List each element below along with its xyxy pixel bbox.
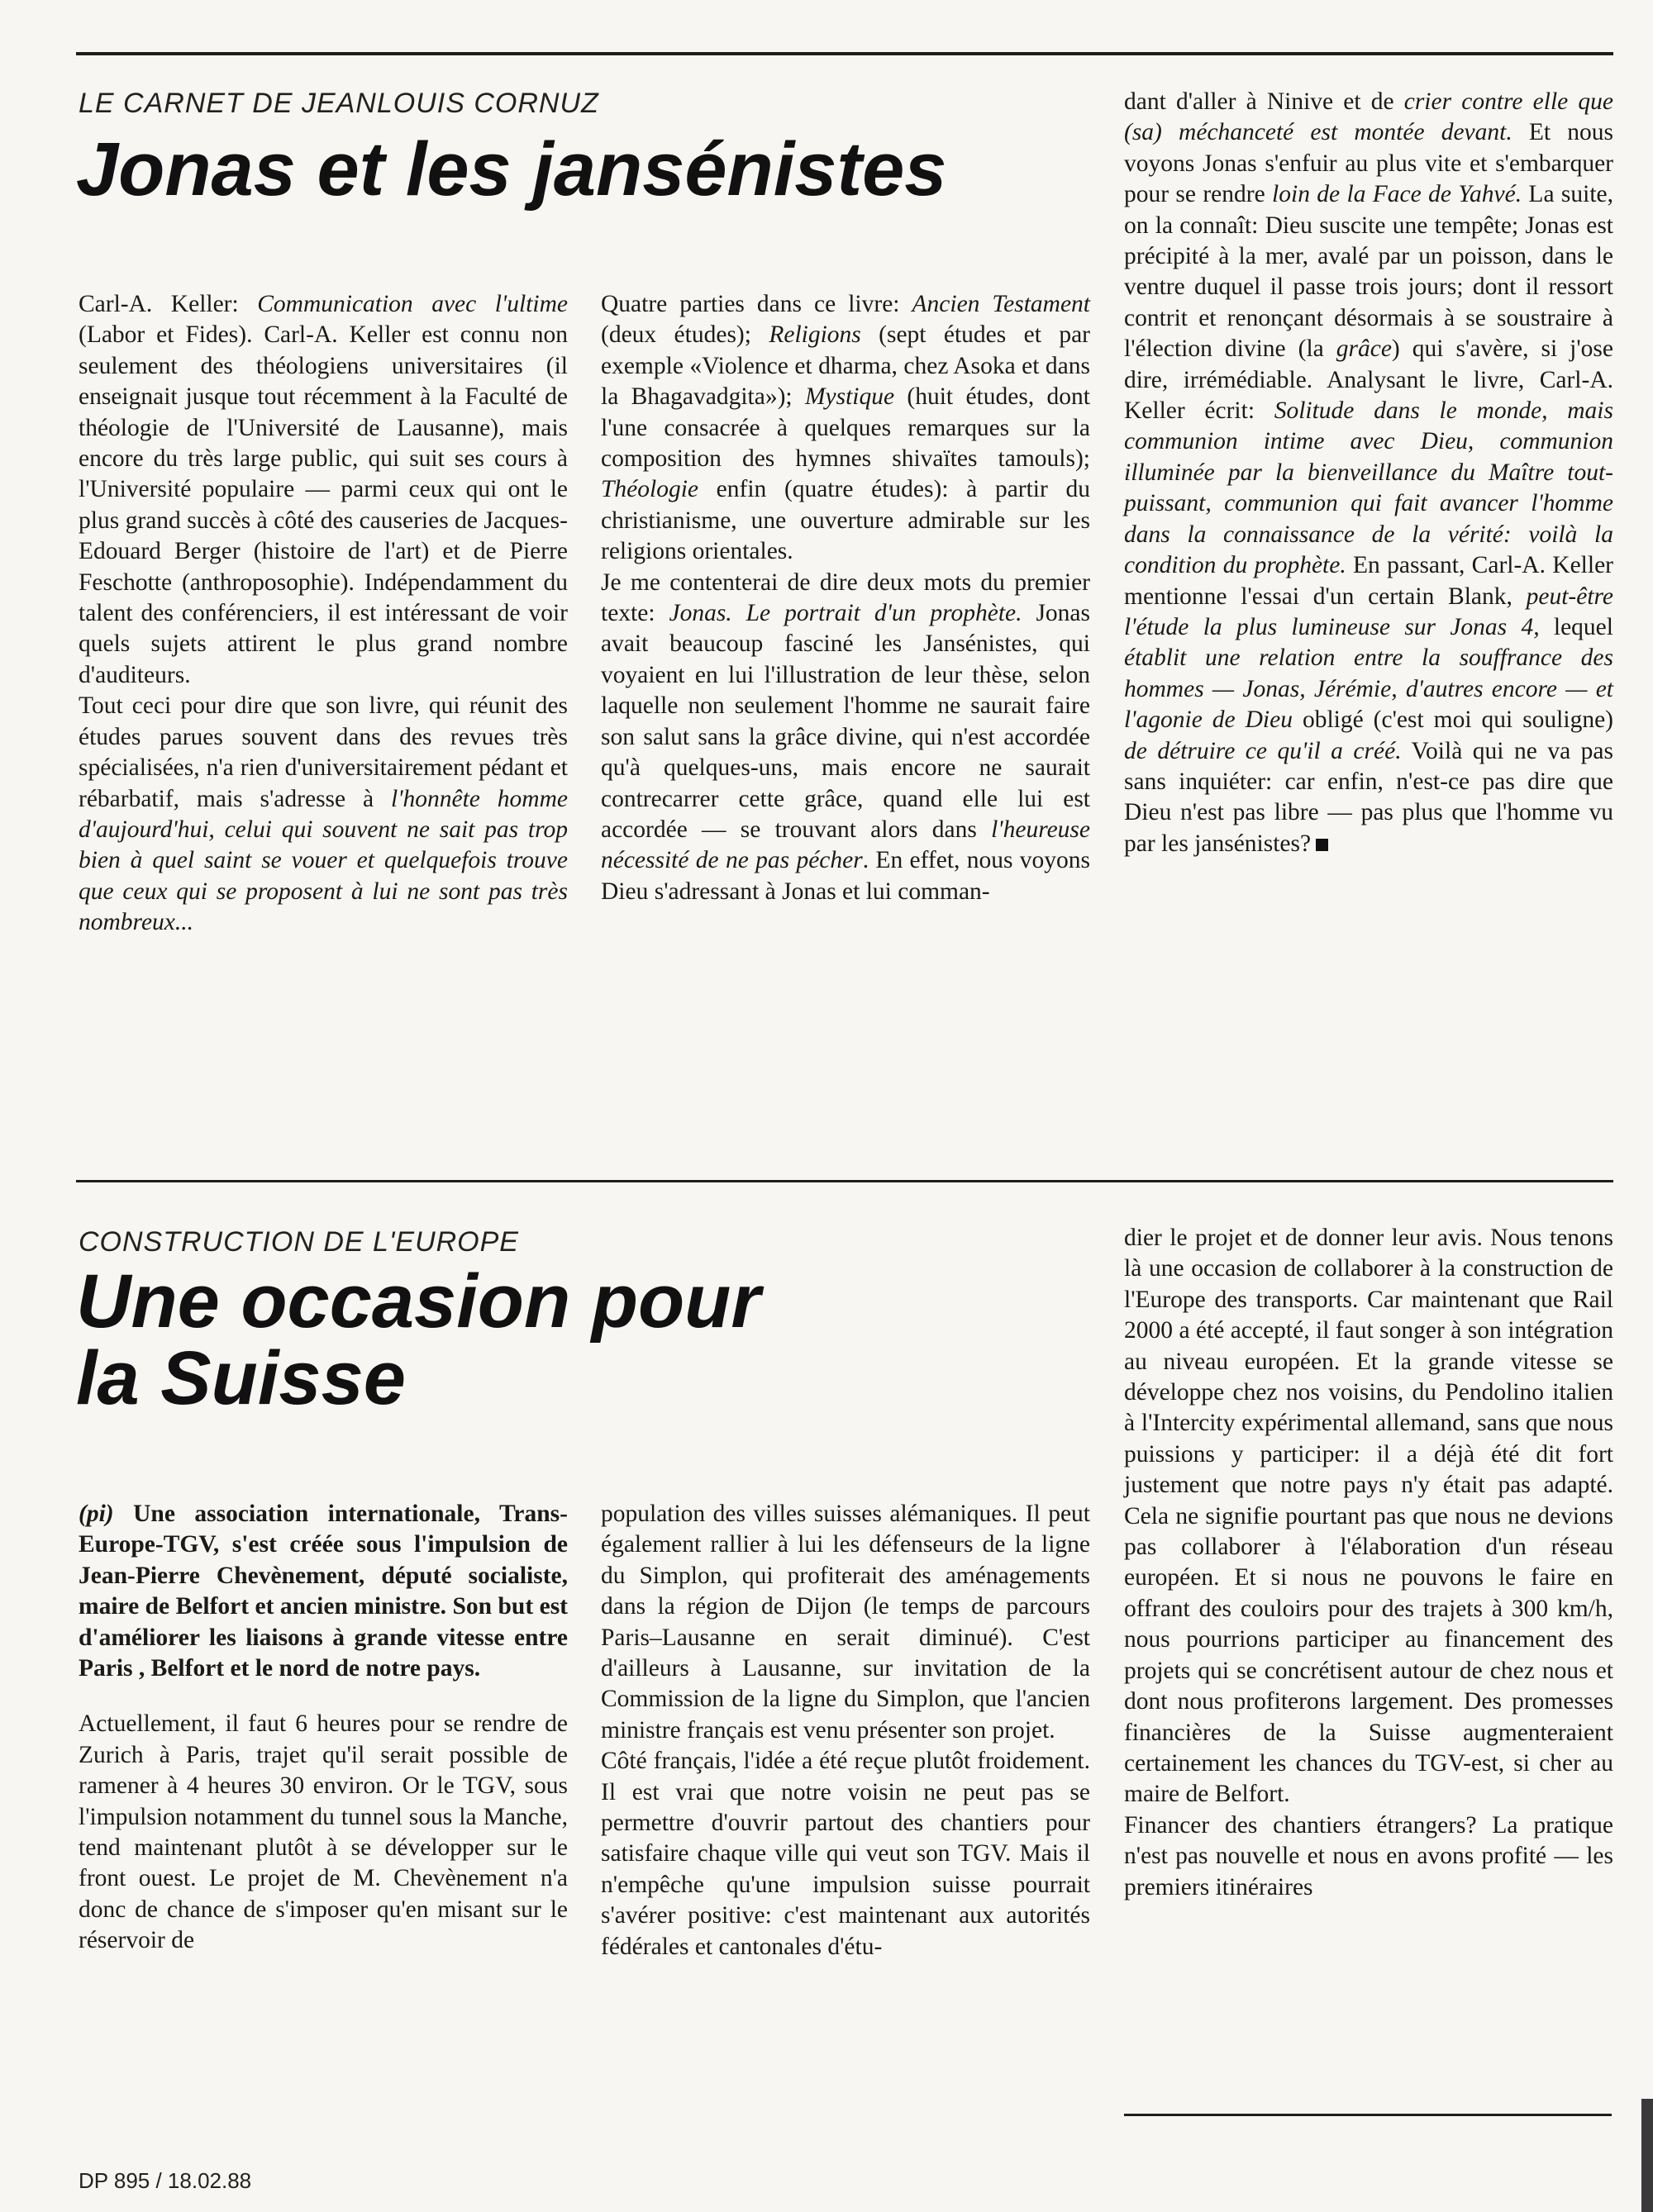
article2-column-3 <box>1124 1223 1613 1903</box>
paragraph: Je me contenterai de dire deux mots du premier texte: Jonas. Le portrait d'un prophète. Jonas avait beaucoup fasciné les Jansénistes, qui voyaient en lui l'illustration de leur thèse, selon laquelle non seulement l'homme ne saurait faire son salut sans la grâce divine, qui n'est accordée qu'à quelques-uns, mais encore ne saurait contrecarrer cette grâce, quand elle lui est accordée — se trouvant alors dans l'heureuse nécessité de ne pas pécher. En effet, nous voyons Dieu s'adressant à Jonas et lui comman- <box>601 568 1091 905</box>
article1-title: Jonas et les jansénistes <box>76 127 947 212</box>
article1-kicker: LE CARNET DE JEANLOUIS CORNUZ <box>79 88 599 119</box>
article2-kicker: CONSTRUCTION DE L'EUROPE <box>79 1226 519 1258</box>
paragraph: Carl-A. Keller: Communication avec l'ultime (Labor et Fides). Carl-A. Keller est connu non seulement des théologiens universitaires (il enseignait jusque tout récemment à la Faculté de théologie de l'Université de Lausanne), mais encore du très large public, qui suit ses cours à l'Université populaire — parmi ceux qui ont le plus grand succès à côté des causeries de Jacques-Edouard Berger (histoire de l'art) et de Pierre Feschotte (anthroposophie). Indépendamment du talent des conférenciers, il est intéressant de voir quels sujets attirent le plus grand nombre d'auditeurs. <box>79 291 568 688</box>
article1-column-2 <box>601 289 1090 907</box>
article1-column-3 <box>1124 87 1613 859</box>
lead-paragraph: (pi) Une association internationale, Trans-Europe-TGV, s'est créée sous l'impulsion de Jean-Pierre Chevènement, député socialiste, maire de Belfort et ancien ministre. Son but est d'améliorer les liaisons à grande vitesse entre Paris , Belfort et le nord de notre pays. <box>79 1501 568 1682</box>
article2-title-line-2: la Suisse <box>76 1336 406 1420</box>
article2-column-1 <box>79 1499 568 1957</box>
paragraph: Financer des chantiers étrangers? La pratique n'est pas nouvelle et nous en avons profité — les premiers itinéraires <box>1124 1811 1613 1900</box>
paragraph: dant d'aller à Ninive et de crier contre elle que (sa) méchanceté est montée devant. Et nous voyons Jonas s'enfuir au plus vite et s'embarquer pour se rendre loin de la Face de Yahvé. La suite, on la connaît: Dieu suscite une tempête; Jonas est précipité à la mer, avalé par un poisson, dans le ventre duquel il passe trois jours; dont il ressort contrit et renonçant désormais à se soustraire à l'élection divine (la grâce) qui s'avère, si j'ose dire, irrémédiable. Analysant le livre, Carl-A. Keller écrit: Solitude dans le monde, mais communion intime avec Dieu, communion illuminée par la bienveillance du Maître tout-puissant, communion qui fait avancer l'homme dans la connaissance de la vérité: voilà la condition du prophète. En passant, Carl-A. Keller mentionne l'essai d'un certain Blank, peut-être l'étude la plus lumineuse sur Jonas 4, lequel établit une relation entre la souffrance des hommes — Jonas, Jérémie, d'autres encore — et l'agonie de Dieu obligé (c'est moi qui souligne) de détruire ce qu'il a créé. Voilà qui ne va pas sans inquiéter: car enfin, n'est-ce pas dire que Dieu n'est pas libre — pas plus que l'homme vu par les jansénistes? <box>1124 88 1613 857</box>
paragraph: Tout ceci pour dire que son livre, qui réunit des études parues souvent dans des revues très spécialisées, n'a rien d'universitairement pédant et rébarbatif, mais s'adresse à l'honnête homme d'aujourd'hui, celui qui souvent ne sait pas trop bien à quel saint se vouer et quelquefois trouve que ceux qui se proposent à lui ne sont pas très nombreux... <box>79 692 568 936</box>
page-edge-shadow <box>1641 2099 1653 2212</box>
paragraph: dier le projet et de donner leur avis. Nous tenons là une occasion de collaborer à la construction de l'Europe des transports. Car maintenant que Rail 2000 a été accepté, il faut songer à son intégration au niveau européen. Et la grande vitesse se développe chez nos voisins, du Pendolino italien à l'Intercity expérimental allemand, sans que nous puissions y participer: il a déjà été dit fort justement que notre pays n'y était pas adapté. Cela ne signifie pourtant pas que nous ne devions pas collaborer à l'élaboration d'un réseau européen. Et si nous ne pouvons le faire en offrant des couloirs pour des trajets à 300 km/h, nous pourrions participer au financement des projets qui se concrétisent autour de chez nous et dont nous profiterons largement. Des promesses financières de la Suisse augmenteraient certainement les chances du TGV-est, si cher au maire de Belfort. <box>1124 1225 1613 1808</box>
paragraph: population des villes suisses alémaniques. Il peut également rallier à lui les défenseurs de la ligne du Simplon, qui profiterait des aménagements dans la région de Dijon (le temps de parcours Paris–Lausanne en serait diminué). C'est d'ailleurs à Lausanne, sur invitation de la Commission de la ligne du Simplon, que l'ancien ministre français est venu présenter son projet. <box>601 1501 1090 1743</box>
section-rule <box>76 1180 1613 1182</box>
paragraph: Actuellement, il faut 6 heures pour se rendre de Zurich à Paris, trajet qu'il serait possible de ramener à 4 heures 30 environ. Or le TGV, sous l'impulsion notamment du tunnel sous la Manche, tend maintenant plutôt à se développer sur le front ouest. Le projet de M. Chevènement n'a donc de chance de s'imposer qu'en misant sur le réservoir de <box>79 1710 568 1954</box>
end-of-article-mark <box>1316 839 1328 851</box>
bottom-rule <box>1124 2114 1612 2116</box>
paragraph: Côté français, l'idée a été reçue plutôt froidement. Il est vrai que notre voisin ne peut pas se permettre d'ouvrir partout des chantiers pour satisfaire chaque ville qui veut son TGV. Mais il n'empêche qu'une impulsion suisse pourrait s'avérer positive: c'est maintenant aux autorités fédérales et cantonales d'étu- <box>601 1748 1090 1960</box>
paragraph: Quatre parties dans ce livre: Ancien Testament (deux études); Religions (sept études et par exemple «Violence et dharma, chez Asoka et dans la Bhagavadgita»); Mystique (huit études, dont l'une consacrée à quelques remarques sur la composition des hymnes shivaïtes tamouls); Théologie enfin (quatre études): à partir du christianisme, une ouverture admirable sur les religions orientales. <box>601 291 1090 565</box>
top-rule <box>76 52 1613 55</box>
article2-column-2 <box>601 1499 1090 1962</box>
article1-column-1 <box>79 289 568 939</box>
page-footer: DP 895 / 18.02.88 <box>79 2168 252 2193</box>
article2-title-line-1: Une occasion pour <box>76 1259 761 1344</box>
